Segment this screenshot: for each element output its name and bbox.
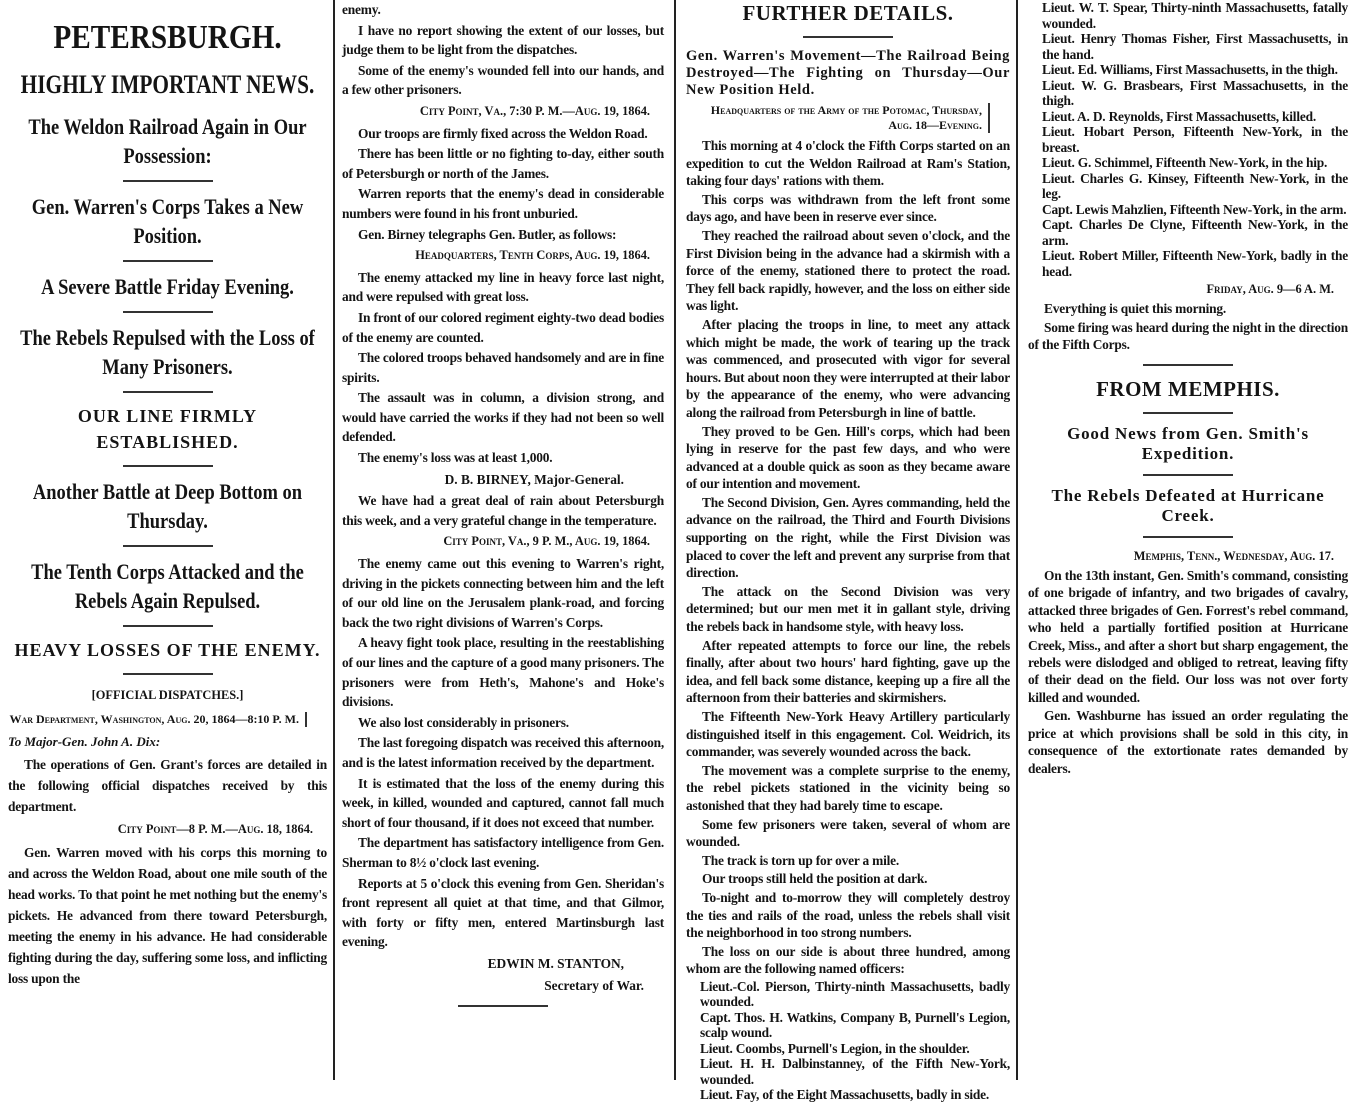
dateline: Headquarters of the Army of the Potomac, Thursday, Aug. 18—Evening. bbox=[686, 103, 990, 133]
casualty-entry: Lieut. Ed. Williams, First Massachusetts, in the thigh. bbox=[1042, 62, 1338, 77]
paragraph: Some few prisoners were taken, several of whom are wounded. bbox=[686, 816, 1010, 850]
dateline: War Department, Washington, Aug. 20, 1864—8:10 P. M. bbox=[8, 712, 307, 727]
salutation: To Major-Gen. John A. Dix: bbox=[8, 734, 161, 749]
paragraph: The track is torn up for over a mile. bbox=[702, 852, 900, 868]
paragraph: The loss on our side is about three hundred, among whom are the following named officers: bbox=[686, 943, 1010, 977]
casualty-entry: Lieut.-Col. Pierson, Thirty-ninth Massachusetts, badly wounded. bbox=[700, 978, 1010, 1010]
section-headline: FROM MEMPHIS. bbox=[1096, 376, 1280, 401]
subheadline: The Rebels Defeated at Hurricane Creek. bbox=[1051, 485, 1325, 525]
divider bbox=[123, 673, 213, 675]
dateline: City Point, Va., 7:30 P. M.—Aug. 19, 1864. bbox=[419, 103, 650, 118]
subheadline: HEAVY LOSSES OF THE ENEMY. bbox=[14, 640, 321, 660]
subheadline: The Weldon Railroad Again in Our Possession: bbox=[28, 114, 307, 168]
paragraph: Warren reports that the enemy's dead in considerable numbers were found in his front unburied. bbox=[342, 186, 664, 221]
column-divider bbox=[333, 0, 335, 1080]
subheadline: Good News from Gen. Smith's Expedition. bbox=[1067, 423, 1309, 463]
divider bbox=[803, 36, 893, 38]
paragraph: The last foregoing dispatch was received this afternoon, and is the latest information received by the department. bbox=[342, 735, 664, 770]
paragraph: Some of the enemy's wounded fell into our hands, and a few other prisoners. bbox=[342, 62, 664, 98]
divider bbox=[123, 260, 213, 262]
paragraph: The colored troops behaved handsomely and are in fine spirits. bbox=[342, 350, 664, 385]
casualty-entry: Lieut. Hobart Person, Fifteenth New-York, in the breast. bbox=[1042, 124, 1348, 155]
signature: D. B. BIRNEY, Major-General. bbox=[444, 471, 624, 487]
divider bbox=[123, 625, 213, 627]
section-label: [OFFICIAL DISPATCHES.] bbox=[91, 688, 244, 702]
casualty-entry: Lieut. Fay, of the Eight Massachusetts, badly in side. bbox=[700, 1087, 990, 1103]
paragraph: The enemy came out this evening to Warren's right, driving in the pickets connecting between him and the left of our old line on the Jerusalem plank-road, and forcing back the two right divisions of Warren's Corps. bbox=[342, 556, 664, 630]
paragraph: A heavy fight took place, resulting in the reestablishing of our lines and the capture of a good many prisoners. The prisoners were from Heth's, Mahone's and Hoke's divisions. bbox=[342, 635, 664, 710]
column-3 bbox=[678, 0, 1016, 1103]
paragraph: Our troops still held the position at dark. bbox=[702, 871, 928, 887]
paragraph: After placing the troops in line, to meet any attack which might be made, the work of tearing up the track was commenced, and prosecuted with vigor for several hours. But about noon they were interrupted at their labor by the appearance of the enemy, who were advancing along the railroad from Petersburgh in line of battle. bbox=[686, 316, 1010, 420]
paragraph: We have had a great deal of rain about Petersburgh this week, and a very grateful change in the temperature. bbox=[342, 493, 664, 528]
paragraph: After repeated attempts to force our line, the rebels finally, after about two hours' hard fighting, gave up the idea, and fell back some distance, keeping up a fire all the afternoon from their batteries and skirmishers. bbox=[686, 637, 1010, 706]
divider bbox=[123, 545, 213, 547]
paragraph: I have no report showing the extent of our losses, but judge them to be light from the dispatches. bbox=[342, 22, 664, 58]
deck: Gen. Warren's Movement—The Railroad Being Destroyed—The Fighting on Thursday—Our New Position Held. bbox=[686, 48, 1010, 98]
paragraph: Some firing was heard during the night in the direction of the Fifth Corps. bbox=[1028, 319, 1348, 353]
casualty-entry: Capt. Lewis Mahzlien, Fifteenth New-York, in the arm. bbox=[1042, 201, 1347, 217]
paragraph: Reports at 5 o'clock this evening from Gen. Sheridan's front represent all quiet at that time, and that Gilmor, with forty or fifty men, entered Martinsburgh last evening. bbox=[342, 875, 664, 950]
subheadline: Gen. Warren's Corps Takes a New Position. bbox=[31, 194, 304, 248]
paragraph: In front of our colored regiment eighty-two dead bodies of the enemy are counted. bbox=[342, 309, 664, 345]
divider bbox=[123, 311, 213, 313]
dateline: Memphis, Tenn., Wednesday, Aug. 17. bbox=[1133, 548, 1334, 563]
paragraph: The enemy attacked my line in heavy force last night, and were repulsed with great loss. bbox=[342, 269, 664, 305]
casualty-entry: Lieut. Robert Miller, Fifteenth New-York, badly in the head. bbox=[1042, 248, 1348, 279]
divider bbox=[458, 1005, 548, 1007]
paragraph: This morning at 4 o'clock the Fifth Corps started on an expedition to cut the Weldon Railroad at Ram's Station, taking four days' rations with them. bbox=[686, 138, 1010, 189]
paragraph: The movement was a complete surprise to the enemy, the rebel pickets stationed in the vicinity being so astonished that they had barely time to escape. bbox=[686, 762, 1010, 813]
paragraph: Our troops are firmly fixed across the Weldon Road. bbox=[358, 125, 648, 141]
dateline: Headquarters, Tenth Corps, Aug. 19, 1864. bbox=[415, 248, 650, 263]
paragraph: The assault was in column, a division strong, and would have carried the works if they had not been so well defended. bbox=[342, 390, 664, 445]
dateline: City Point—8 P. M.—Aug. 18, 1864. bbox=[117, 822, 313, 836]
signature-title: Secretary of War. bbox=[544, 977, 644, 993]
paragraph: Gen. Birney telegraphs Gen. Butler, as follows: bbox=[358, 226, 617, 242]
column-divider bbox=[674, 0, 676, 1080]
dateline: City Point, Va., 9 P. M., Aug. 19, 1864. bbox=[443, 534, 650, 549]
paragraph: We also lost considerably in prisoners. bbox=[358, 714, 569, 730]
divider bbox=[123, 465, 213, 467]
paragraph: The enemy's loss was at least 1,000. bbox=[358, 450, 553, 466]
divider bbox=[123, 391, 213, 393]
subheadline: Another Battle at Deep Bottom on Thursday. bbox=[32, 479, 303, 533]
subheadline: OUR LINE FIRMLY ESTABLISHED. bbox=[77, 406, 258, 452]
paragraph: The department has satisfactory intelligence from Gen. Sherman to 8½ o'clock last evening. bbox=[342, 835, 664, 870]
casualty-entry: Lieut. W. T. Spear, Thirty-ninth Massachusetts, fatally wounded. bbox=[1042, 0, 1348, 31]
paragraph: enemy. bbox=[342, 2, 381, 17]
casualty-entry: Lieut. Coombs, Purnell's Legion, in the shoulder. bbox=[700, 1040, 970, 1056]
paragraph: They proved to be Gen. Hill's corps, which had been lying in reserve for the past few days, and who were advanced at a double quick as soon as they became aware of our intention and movement. bbox=[686, 423, 1010, 492]
casualty-entry: Lieut. Charles G. Kinsey, Fifteenth New-York, in the leg. bbox=[1042, 170, 1348, 201]
headline: PETERSBURGH. bbox=[53, 19, 282, 56]
divider bbox=[1143, 474, 1233, 476]
paragraph: Gen. Warren moved with his corps this morning to and across the Weldon Road, about one mile south of the head works. To that point he met nothing but the enemy's pickets. He advanced from there toward Petersburgh, meeting the enemy in his advance. He had considerable fighting during the day, suffering some loss, and inflicting loss upon the bbox=[8, 845, 327, 986]
casualty-entry: Lieut. H. H. Dalbinstanney, of the Fifth New-York, wounded. bbox=[700, 1056, 1010, 1087]
divider bbox=[1143, 364, 1233, 366]
subheadline: The Tenth Corps Attacked and the Rebels Again Repulsed. bbox=[31, 559, 304, 613]
paragraph: There has been little or no fighting to-day, either south of Petersburgh or north of the James. bbox=[342, 146, 664, 181]
paragraph: It is estimated that the loss of the enemy during this week, in killed, wounded and captured, cannot fall much short of four thousand, if it does not exceed that number. bbox=[342, 775, 664, 830]
divider bbox=[123, 180, 213, 182]
paragraph: The Fifteenth New-York Heavy Artillery particularly distinguished itself in this engagement. Col. Weidrich, its commander, was severely wounded across the back. bbox=[686, 709, 1010, 760]
subheadline: The Rebels Repulsed with the Loss of Many Prisoners. bbox=[20, 325, 315, 379]
casualty-entry: Lieut. A. D. Reynolds, First Massachusetts, killed. bbox=[1042, 108, 1316, 124]
paragraph: The operations of Gen. Grant's forces are detailed in the following official dispatches received by this department. bbox=[8, 757, 327, 814]
signature: EDWIN M. STANTON, bbox=[487, 955, 624, 971]
paragraph: This corps was withdrawn from the left front some days ago, and have been in reserve ever since. bbox=[686, 191, 1010, 225]
headline: HIGHLY IMPORTANT NEWS. bbox=[20, 70, 315, 99]
paragraph: Everything is quiet this morning. bbox=[1044, 301, 1227, 317]
casualty-entry: Capt. Thos. H. Watkins, Company B, Purnell's Legion, scalp wound. bbox=[700, 1009, 1010, 1041]
divider bbox=[1143, 412, 1233, 414]
paragraph: The Second Division, Gen. Ayres commanding, held the advance on the railroad, the Third and Fourth Divisions supporting on the right, while the First Division was placed to cover the left and prevent any surprise from that direction. bbox=[686, 494, 1010, 581]
paragraph: Gen. Washburne has issued an order regulating the price at which provisions shall be sold in this city, in consequence of the extortionate rates demanded by dealers. bbox=[1028, 708, 1348, 776]
subheadline: A Severe Battle Friday Evening. bbox=[41, 274, 294, 299]
column-divider bbox=[1016, 0, 1018, 1080]
section-headline: FURTHER DETAILS. bbox=[742, 1, 954, 25]
paragraph: On the 13th instant, Gen. Smith's command, consisting of one brigade of infantry, and two brigades of cavalry, attacked three brigades of Gen. Forrest's rebel command, who held a partially fortified position at Hurricane Creek, Miss., and after a short but sharp engagement, the rebels were dislodged and obliged to retreat, leaving fifty of their dead on the field. Our loss was not over forty killed and wounded. bbox=[1028, 568, 1348, 705]
column-4 bbox=[1020, 0, 1356, 1080]
paragraph: They reached the railroad about seven o'clock, and the First Division being in the advance had a skirmish with a force of the enemy, stationed there to protect the road. They fell back rapidly, however, and the loss on either side was light. bbox=[686, 227, 1010, 314]
column-1 bbox=[0, 0, 333, 1080]
paragraph: The attack on the Second Division was very determined; but our men met it in gallant style, driving the rebels back in handsome style, with heavy loss. bbox=[686, 583, 1010, 635]
paragraph: To-night and to-morrow they will completely destroy the ties and rails of the road, unless the rebels shall visit the neighborhood in too strong numbers. bbox=[686, 889, 1010, 941]
casualty-entry: Lieut. G. Schimmel, Fifteenth New-York, in the hip. bbox=[1042, 155, 1328, 170]
casualty-entry: Capt. Charles De Clyne, Fifteenth New-York, in the arm. bbox=[1042, 217, 1348, 248]
casualty-entry: Lieut. W. G. Brasbears, First Massachusetts, in the thigh. bbox=[1042, 77, 1348, 108]
divider bbox=[1143, 536, 1233, 538]
column-2 bbox=[336, 0, 672, 1080]
dateline: Friday, Aug. 9—6 A. M. bbox=[1206, 282, 1334, 296]
casualty-entry: Lieut. Henry Thomas Fisher, First Massachusetts, in the hand. bbox=[1042, 31, 1348, 62]
